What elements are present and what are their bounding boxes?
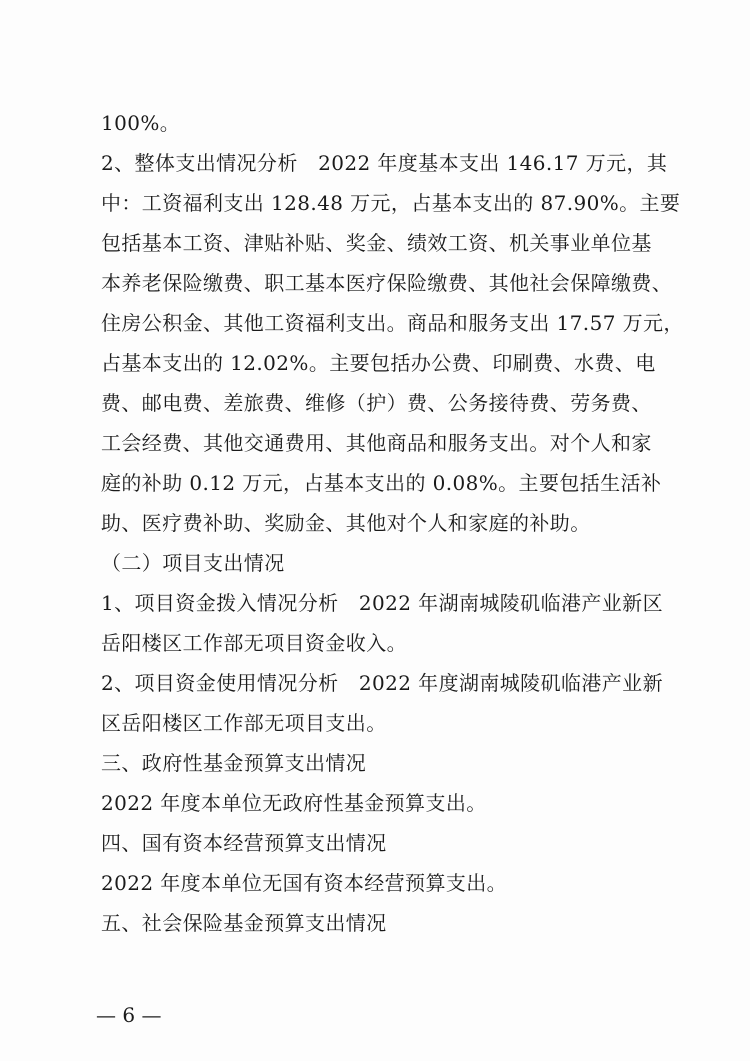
text-line-1: 100%。 [101,111,181,135]
text-line-4: 包括基本工资、津贴补贴、奖金、绩效工资、机关事业单位基 [101,231,652,255]
text-line-18: 2022 年度本单位无政府性基金预算支出。 [101,791,487,815]
section-heading-social-insurance: 五、社会保险基金预算支出情况 [101,911,387,935]
text-line-13: 1、项目资金拨入情况分析 2022 年湖南城陵矶临港产业新区 [101,591,663,615]
text-line-7: 占基本支出的 12.02%。主要包括办公费、印刷费、水费、电 [101,351,656,375]
page-number: — 6 — [96,1003,162,1027]
text-line-5: 本养老保险缴费、职工基本医疗保险缴费、其他社会保障缴费、 [101,271,673,295]
section-heading-government-fund: 三、政府性基金预算支出情况 [101,751,367,775]
text-line-9: 工会经费、其他交通费用、其他商品和服务支出。对个人和家 [101,431,652,455]
text-line-10: 庭的补助 0.12 万元，占基本支出的 0.08%。主要包括生活补 [101,471,662,495]
section-heading-project-expenditure: （二）项目支出情况 [101,551,285,575]
text-line-3: 中：工资福利支出 128.48 万元，占基本支出的 87.90%。主要 [101,191,681,215]
text-line-14: 岳阳楼区工作部无项目资金收入。 [101,631,407,655]
text-line-20: 2022 年度本单位无国有资本经营预算支出。 [101,871,508,895]
text-line-8: 费、邮电费、差旅费、维修（护）费、公务接待费、劳务费、 [101,391,652,415]
text-line-2: 2、整体支出情况分析 2022 年度基本支出 146.17 万元，其 [101,151,668,175]
text-line-6: 住房公积金、其他工资福利支出。商品和服务支出 17.57 万元， [101,311,684,335]
text-line-11: 助、医疗费补助、奖励金、其他对个人和家庭的补助。 [101,511,591,535]
section-heading-state-capital: 四、国有资本经营预算支出情况 [101,831,387,855]
text-line-15: 2、项目资金使用情况分析 2022 年度湖南城陵矶临港产业新 [101,671,663,695]
text-line-16: 区岳阳楼区工作部无项目支出。 [101,711,387,735]
